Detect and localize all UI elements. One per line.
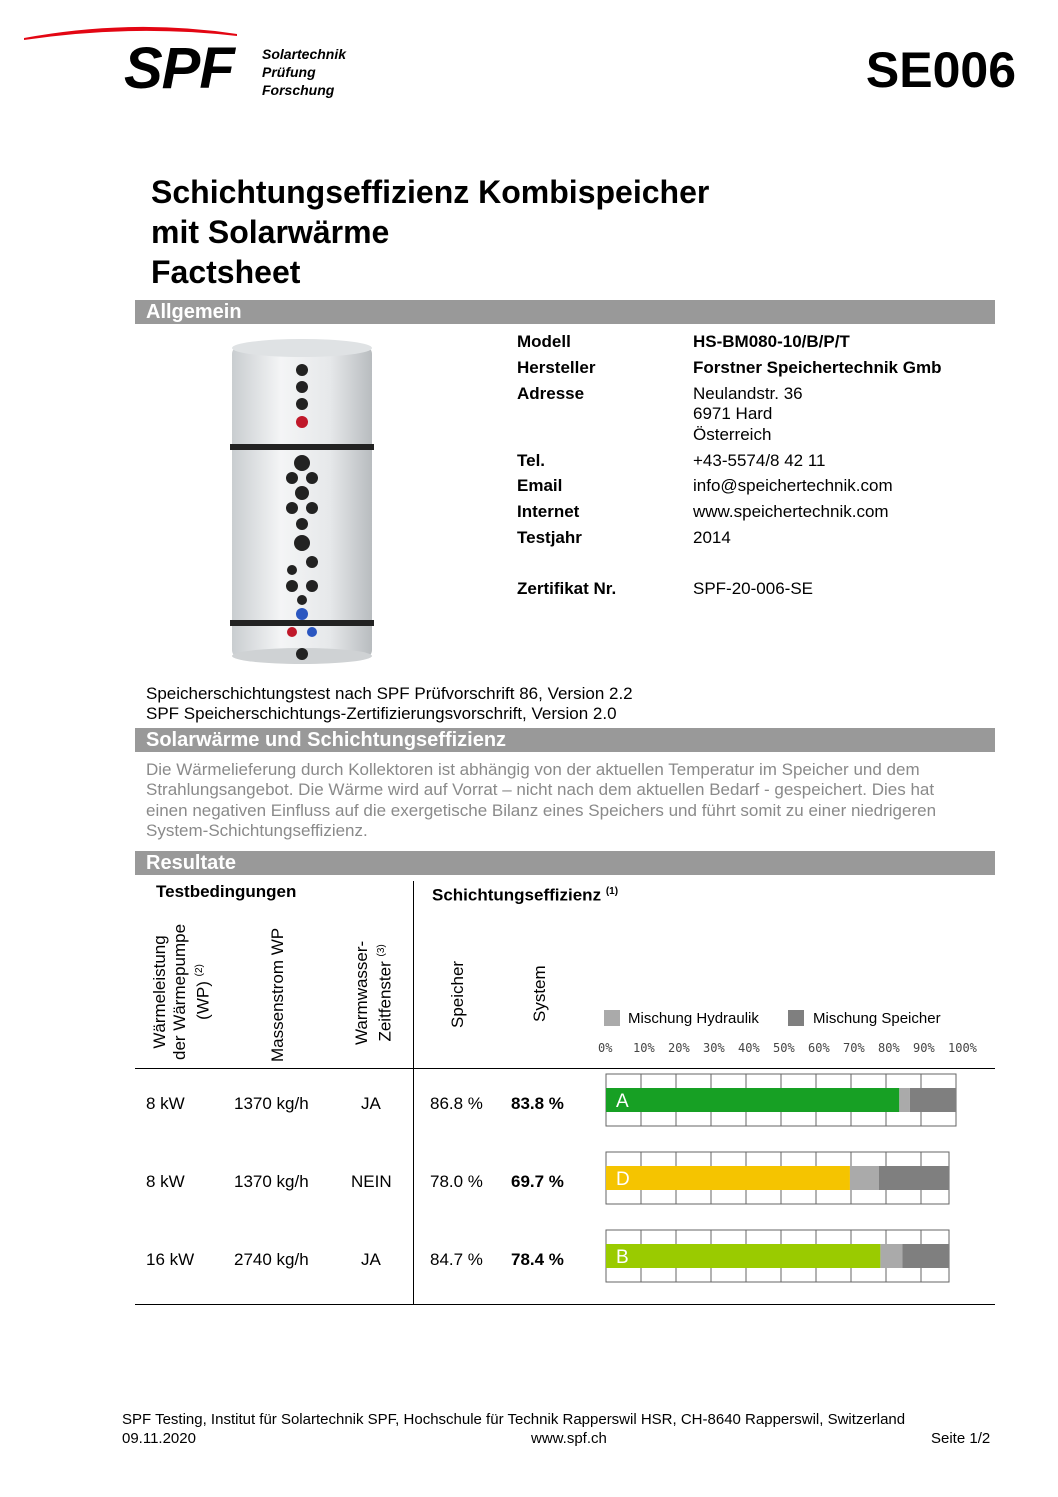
results-divider (413, 881, 414, 1305)
info-label-tel: Tel. (517, 451, 546, 470)
footer-date: 09.11.2020 (122, 1430, 196, 1447)
bar-hydraulik-1 (899, 1088, 910, 1112)
row3-system: 78.4 % (511, 1250, 564, 1269)
logo-spf: SPF (124, 36, 234, 101)
tick-label: 30% (703, 1041, 725, 1055)
bar-system-1 (606, 1088, 899, 1112)
col-header-speicher: Speicher (448, 960, 467, 1028)
footer-institute: SPF Testing, Institut für Solartechnik SPF, Hochschule für Technik Rapperswil HSR, CH-8640 Rapperswil, Switzerland (122, 1411, 906, 1428)
row3-ww: JA (361, 1250, 381, 1269)
row1-massen: 1370 kg/h (234, 1094, 309, 1113)
row1-speicher: 86.8 % (430, 1094, 483, 1113)
info-value-zertifikat: SPF-20-006-SE (693, 579, 813, 598)
bar-hydraulik-3 (880, 1244, 902, 1268)
solar-text-4: System-Schichtungseffizienz. (146, 821, 368, 840)
row2-ww: NEIN (351, 1172, 392, 1191)
info-label-modell: Modell (517, 332, 571, 351)
col-header-waermeleistung: Wärmeleistung der Wärmepumpe (WP) $^{(2)}$ (150, 923, 213, 1060)
row2-massen: 1370 kg/h (234, 1172, 309, 1191)
col-header-massenstrom: Massenstrom WP (268, 927, 287, 1062)
row1-waerme: 8 kW (146, 1094, 185, 1113)
info-value-hersteller: Forstner Speichertechnik Gmb (693, 358, 942, 377)
info-value-email: info@speichertechnik.com (693, 476, 893, 495)
footer-url: www.spf.ch (531, 1430, 607, 1447)
info-value-internet: www.speichertechnik.com (693, 502, 889, 521)
info-value-modell: HS-BM080-10/B/P/T (693, 332, 850, 351)
row1-ww: JA (361, 1094, 381, 1113)
solar-text-1: Die Wärmelieferung durch Kollektoren ist abhängig von der aktuellen Temperatur im Speicher und dem (146, 760, 920, 779)
tick-label: 10% (633, 1041, 655, 1055)
tick-label: 70% (843, 1041, 865, 1055)
bar-speicher-1 (910, 1088, 956, 1112)
grade-label-1: A (616, 1091, 629, 1112)
col-header-system: System (530, 965, 549, 1022)
results-bottom-line (135, 1304, 995, 1305)
bar-system-2 (606, 1166, 850, 1190)
bar-system-3 (606, 1244, 880, 1268)
storage-tank-image (228, 338, 378, 668)
tick-label: 60% (808, 1041, 830, 1055)
row2-speicher: 78.0 % (430, 1172, 483, 1191)
info-value-adresse-3: Österreich (693, 425, 772, 444)
solar-text-2: Strahlungsangebot. Die Wärme wird auf Vorrat – nicht nach dem aktuellen Bedarf - gespeichert. Dies hat (146, 780, 935, 799)
row1-system: 83.8 % (511, 1094, 564, 1113)
section-bar-allgemein: Allgemein (135, 300, 995, 324)
info-value-tel: +43-5574/8 42 11 (693, 451, 826, 470)
row3-speicher: 84.7 % (430, 1250, 483, 1269)
legend-label-speicher: Mischung Speicher (813, 1010, 941, 1027)
solar-text-3: einen negativen Einfluss auf die exergetische Bilanz eines Speichers und führt somit zu einer niedrigeren (146, 801, 937, 820)
row2-waerme: 8 kW (146, 1172, 185, 1191)
efficiency-bar-chart (598, 1068, 968, 1298)
info-label-zertifikat: Zertifikat Nr. (517, 579, 617, 598)
test-note-1: Speicherschichtungstest nach SPF Prüfvorschrift 86, Version 2.2 (146, 684, 633, 703)
legend-swatch-speicher (788, 1010, 804, 1026)
page-title: Schichtungseffizienz Kombispeicher mit Solarwärme Factsheet (151, 174, 710, 290)
axis-ticks (598, 1041, 978, 1057)
info-label-adresse: Adresse (517, 384, 585, 403)
info-value-adresse-2: 6971 Hard (693, 404, 773, 423)
tick-label: 80% (878, 1041, 900, 1055)
bar-speicher-2 (879, 1166, 949, 1190)
tick-label: 40% (738, 1041, 760, 1055)
grade-label-3: B (616, 1247, 629, 1268)
tick-label: 20% (668, 1041, 690, 1055)
row2-system: 69.7 % (511, 1172, 564, 1191)
row3-massen: 2740 kg/h (234, 1250, 309, 1269)
legend-label-hydraulik: Mischung Hydraulik (628, 1010, 759, 1027)
footer-page: Seite 1/2 (931, 1430, 991, 1447)
section-bar-resultate: Resultate (135, 851, 995, 875)
tick-label: 0% (598, 1041, 613, 1055)
group-header-testbedingungen: Testbedingungen (156, 882, 297, 901)
grade-label-2: D (616, 1169, 630, 1190)
legend-swatch-hydraulik (604, 1010, 620, 1026)
group-header-schichtungseffizienz: Schichtungseffizienz $^{(1)}$ (432, 885, 619, 905)
info-label-internet: Internet (517, 502, 580, 521)
bar-speicher-3 (902, 1244, 949, 1268)
info-label-email: Email (517, 476, 563, 495)
tick-label: 100% (948, 1041, 977, 1055)
tick-label: 90% (913, 1041, 935, 1055)
bar-hydraulik-2 (850, 1166, 879, 1190)
col-header-warmwasser: Warmwasser- Zeitfenster $^{(3)}$ (352, 940, 395, 1045)
section-bar-solarwaerme: Solarwärme und Schichtungseffizienz (135, 728, 995, 752)
logo-tagline: Solartechnik Prüfung Forschung (262, 46, 347, 98)
document-code: SE006 (865, 42, 1016, 98)
info-label-testjahr: Testjahr (517, 528, 582, 547)
info-value-adresse-1: Neulandstr. 36 (693, 384, 803, 403)
info-value-testjahr: 2014 (693, 528, 731, 547)
row3-waerme: 16 kW (146, 1250, 195, 1269)
tick-label: 50% (773, 1041, 795, 1055)
info-label-hersteller: Hersteller (517, 358, 596, 377)
test-note-2: SPF Speicherschichtungs-Zertifizierungsvorschrift, Version 2.0 (146, 704, 617, 723)
